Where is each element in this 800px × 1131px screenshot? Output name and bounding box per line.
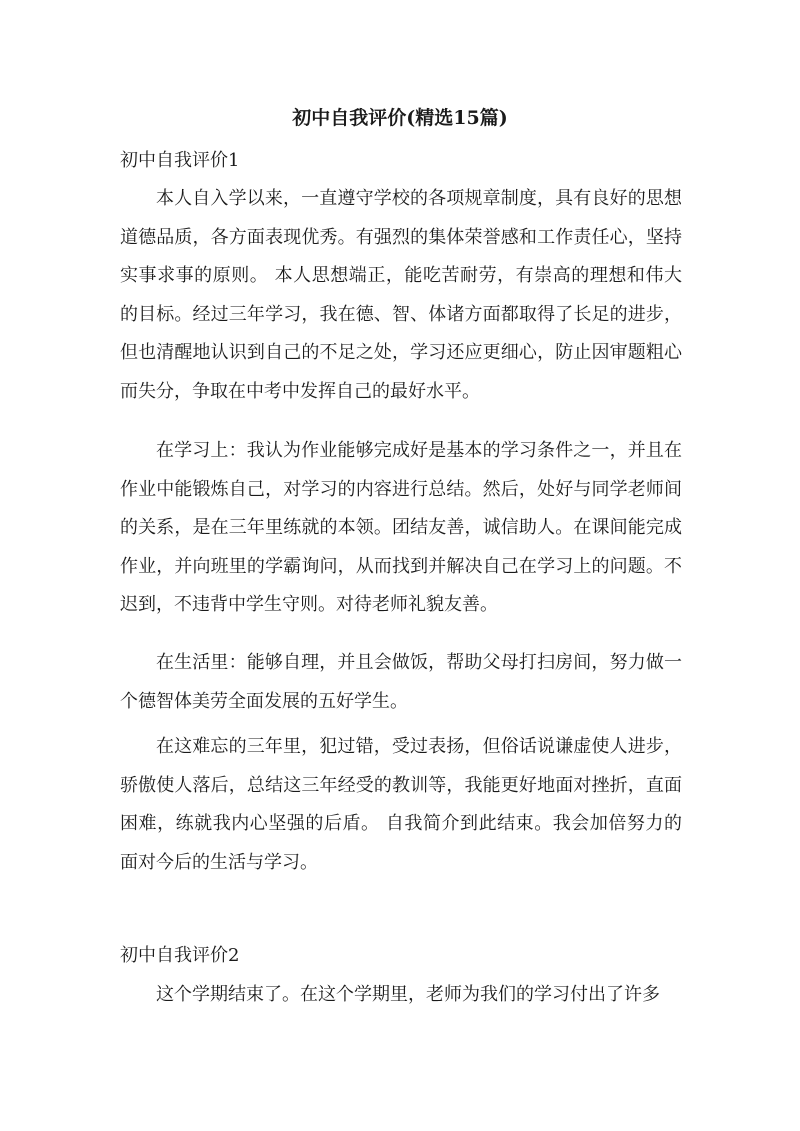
section-1-paragraph-4: 在这难忘的三年里，犯过错，受过表扬，但俗话说谦虚使人进步，骄傲使人落后，总结这三年经受的教训等，我能更好地面对挫折，直面困难，练就我内心坚强的后盾。 自我简介到此结束。我会加倍努力的面对今后的生活与学习。	[120, 736, 682, 873]
section-1-paragraph-2: 在学习上：我认为作业能够完成好是基本的学习条件之一，并且在作业中能锻炼自己，对学习的内容进行总结。然后，处好与同学老师间的关系，是在三年里练就的本领。团结友善，诚信助人。在课间能完成作业，并向班里的学霸询问，从而找到并解决自己在学习上的问题。不迟到，不违背中学生守则。对待老师礼貌友善。	[120, 440, 682, 615]
document-title: 初中自我评价(精选15篇)	[292, 107, 508, 129]
section-heading-1: 初中自我评价1	[120, 150, 240, 171]
section-2-paragraph-1: 这个学期结束了。在这个学期里，老师为我们的学习付出了许多	[156, 984, 660, 1005]
section-heading-2: 初中自我评价2	[120, 945, 240, 966]
section-1-paragraph-1: 本人自入学以来，一直遵守学校的各项规章制度，具有良好的思想道德品质，各方面表现优秀。有强烈的集体荣誉感和工作责任心，坚持实事求事的原则。 本人思想端正，能吃苦耐劳，有崇高的理想和伟大的目标。经过三年学习，我在德、智、体诸方面都取得了长足的进步，但也清醒地认识到自己的不足之处，学习还应更细心，防止因审题粗心而失分，争取在中考中发挥自己的最好水平。	[120, 188, 682, 402]
section-1-paragraph-3: 在生活里：能够自理，并且会做饭，帮助父母打扫房间，努力做一个德智体美劳全面发展的五好学生。	[120, 652, 682, 712]
